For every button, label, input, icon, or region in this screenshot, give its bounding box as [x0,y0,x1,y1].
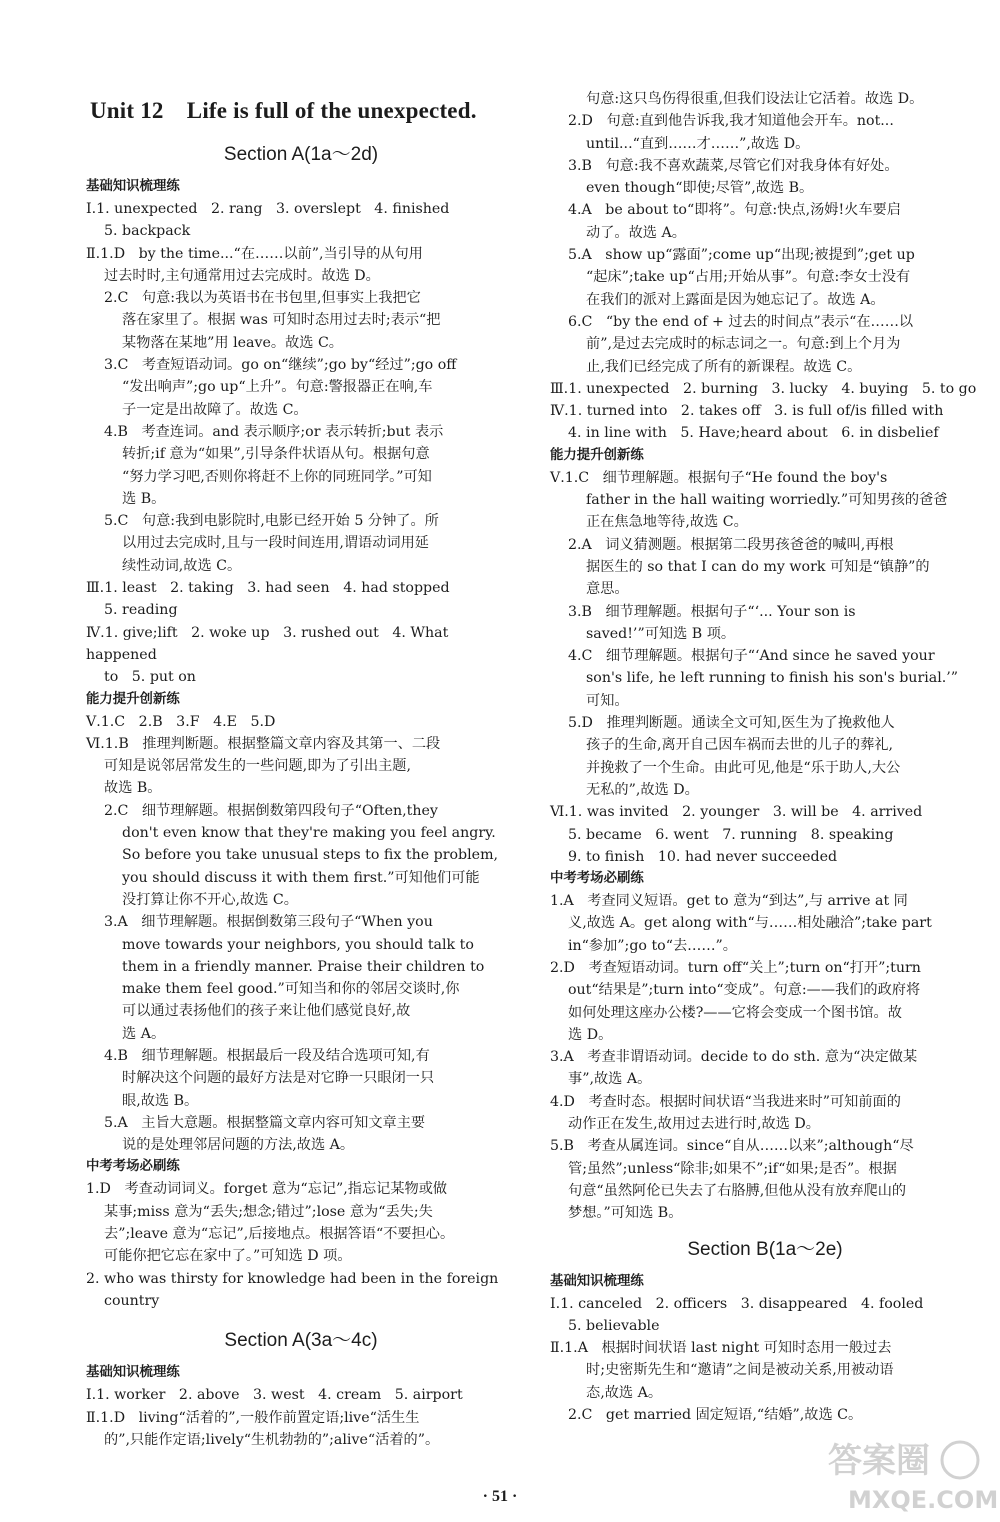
answer-line: Ⅲ.1. unexpected 2. burning 3. lucky 4. buying 5. to go [550,380,977,397]
answer-line: 某事;miss 意为“丢失;想念;错过”;lose 意为“丢失;失 [104,1203,433,1220]
answer-line: you should discuss it with them first.”可知他们可能 [122,869,480,886]
answer-line: 4. in line with 5. Have;heard about 6. in disbelief [568,425,939,442]
answer-line: 1.A 考查同义短语。get to 意为“到达”,与 arrive at 同 [550,893,908,910]
answer-line: 4.B 细节理解题。根据最后一段及结合选项可知,有 [104,1047,430,1064]
answer-line: 态,故选 A。 [586,1384,663,1401]
answer-line: 3.A 考查非谓语动词。decide to do sth. 意为“决定做某 [550,1049,918,1066]
answer-line: 义,故选 A。get along with“与……相处融洽”;take part [568,915,932,932]
right-lines-b [550,467,980,868]
watermark-logo [820,1430,999,1516]
unit-title: Unit 12 Life is full of the unexpected. [90,98,477,123]
right-column [550,88,980,1426]
answer-line: 过去时时,主句通常用过去完成时。故选 D。 [104,267,380,284]
answer-line: out“结果是”;turn into“变成”。句意:——我们的政府将 [568,982,921,999]
answer-line: 选 B。 [122,490,166,507]
answer-line: 孩子的生命,离开自己因车祸而去世的儿子的葬礼, [586,737,893,754]
subhead-ability-right: 能力提升创新练 [550,447,644,463]
answer-line: Ⅴ.1.C 2.B 3.F 4.E 5.D [86,713,276,730]
answer-line: 转折;if 意为“如果”,引导条件状语从句。根据句意 [122,446,430,463]
answer-line: 管;虽然”;unless“除非;如果不”;if“如果;是否”。根据 [568,1160,897,1177]
answer-line: country [104,1292,160,1309]
answer-line: 某物落在某地”用 leave。故选 C。 [122,334,343,351]
answer-line: 止,我们已经完成了所有的新课程。故选 C。 [586,358,862,375]
answer-line: 5.C 句意:我到电影院时,电影已经开始 5 分钟了。所 [104,513,439,530]
answer-line: 4.C 细节理解题。根据句子“‘And since he saved your [568,648,935,665]
answer-line: 可知是说邻居常发生的一些问题,即为了引出主题, [104,758,411,775]
answer-line: 9. to finish 10. had never succeeded [568,848,838,865]
subhead-basic-knowledge: 基础知识梳理练 [86,179,180,194]
answer-line: Ⅲ.1. least 2. taking 3. had seen 4. had stopped [86,580,450,597]
answer-line: to 5. put on [104,669,196,686]
answer-line: 5.D 推理判断题。通读全文可知,医生为了挽救他人 [568,715,895,732]
answer-line: 以用过去完成时,且与一段时间连用,谓语动词用延 [122,535,429,552]
answer-line: 选 A。 [122,1025,166,1042]
section-b-heading: Section B(1a～2e) [687,1238,843,1260]
answer-line: 2.A 词义猜测题。根据第二段男孩爸爸的喊叫,再根 [568,536,894,553]
answer-line: 去”;leave 意为“忘记”,后接地点。根据答语“不要担心。 [104,1226,455,1243]
answer-line: 5. believable [568,1317,660,1334]
answer-line: Ⅰ.1. unexpected 2. rang 3. overslept 4. finished [86,201,450,217]
answer-line: 眼,故选 B。 [122,1092,199,1109]
answer-line: 3.A 细节理解题。根据倒数第三段句子“When you [104,914,433,931]
answer-line: Ⅳ.1. turned into 2. takes off 3. is full of/is filled with [550,403,944,420]
answer-line: 5.A 主旨大意题。根据整篇文章内容可知文章主要 [104,1114,426,1131]
answer-line: “发出响声”;go up“上升”。句意:警报器正在响,车 [122,379,433,396]
section-a-part1-lines [86,198,516,689]
answer-line: 子一定是出故障了。故选 C。 [122,401,308,418]
section-a2-lines [86,1384,516,1451]
answer-line: 选 D。 [568,1026,613,1043]
answer-line: Ⅴ.1.C 细节理解题。根据句子“He found the boy's [550,469,888,486]
answer-line: Ⅰ.1. canceled 2. officers 3. disappeared 4. fooled [550,1295,924,1312]
subhead-basic-knowledge-3: 基础知识梳理练 [550,1273,644,1289]
left-column [86,88,516,1451]
answer-line: 前”,是过去完成时的标志词之一。句意:到上个月为 [586,336,901,353]
answer-line: 故选 B。 [104,780,162,797]
answer-line: 4.B 考查连词。and 表示顺序;or 表示转折;but 表示 [104,423,444,440]
answer-line: 3.C 考查短语动词。go on“继续”;go by“经过”;go off [104,357,457,374]
answer-line: “努力学习吧,否则你将赶不上你的同班同学。”可知 [122,468,432,485]
answer-line: 2.C 句意:我以为英语书在书包里,但事实上我把它 [104,290,421,307]
answer-line: 正在焦急地等待,故选 C。 [586,514,748,531]
subhead-basic-knowledge-2: 基础知识梳理练 [86,1365,180,1381]
subhead-exam: 中考考场必刷练 [86,1159,180,1175]
answer-line: Ⅱ.1.D living“活着的”,一般作前置定语;live“活生生 [86,1409,420,1426]
answer-line: 说的是处理邻居问题的方法,故选 A。 [122,1137,355,1154]
answer-line: move towards your neighbors, you should talk to [122,936,474,953]
section-a-part2-lines [86,711,516,1157]
answer-line: 2.D 考查短语动词。turn off“关上”;turn on“打开”;turn [550,959,921,976]
answer-line: 续性动词,故选 C。 [122,557,242,574]
answer-line: 5. reading [104,602,178,619]
answer-line: 5. became 6. went 7. running 8. speaking [568,826,894,843]
answer-line: 意思。 [586,581,629,598]
answer-line: 2.C 细节理解题。根据倒数第四段句子“Often,they [104,802,438,819]
subhead-ability: 能力提升创新练 [86,691,180,707]
answer-line: 如何处理这座办公楼?——它将会变成一个图书馆。故 [568,1004,902,1021]
answer-line: in“参加”;go to“去……”。 [568,937,737,954]
answer-line: 可以通过表扬他们的孩子来让他们感觉良好,故 [122,1003,411,1020]
answer-line: them in a friendly manner. Praise their children to [122,958,485,975]
answer-line: 3.B 句意:我不喜欢蔬菜,尽管它们对我身体有好处。 [568,157,899,174]
answer-line: 1.D 考查动词词义。forget 意为“忘记”,指忘记某物或做 [86,1181,448,1198]
answer-line: 并挽救了一个生命。由此可见,他是“乐于助人,大公 [586,759,901,776]
answer-line: 没打算让你不开心,故选 C。 [122,891,298,908]
answer-line: Ⅳ.1. give;lift 2. woke up 3. rushed out 4. What happened [86,624,453,663]
answer-line: 动了。故选 A。 [586,224,686,241]
answer-line: 2.D 句意:直到他告诉我,我才知道他会开车。not... [568,113,894,130]
answer-line: 句意“虽然阿伦已失去了右胳膊,但他从没有放弃爬山的 [568,1182,907,1199]
answer-line: Ⅵ.1. was invited 2. younger 3. will be 4. arrived [550,804,923,821]
answer-line: 2.C get married 固定短语,“结婚”,故选 C。 [568,1407,863,1424]
answer-line: 动作正在发生,故用过去进行时,故选 D。 [568,1116,820,1133]
answer-line: 落在家里了。根据 was 可知时态用过去时;表示“把 [122,312,441,329]
right-lines-a [550,88,980,445]
right-lines-c [550,890,980,1224]
answer-line: Ⅰ.1. worker 2. above 3. west 4. cream 5. airport [86,1387,463,1404]
answer-line: don't even know that they're making you feel angry. [122,825,496,842]
page-number: · 51 · [482,1488,518,1505]
answer-line: 5. backpack [104,223,191,240]
answer-line: Ⅵ.1.B 推理判断题。根据整篇文章内容及其第一、二段 [86,735,441,752]
answer-line: 句意:这只鸟伤得很重,但我们设法让它活着。故选 D。 [586,91,924,107]
answer-line: 无私的”,故选 D。 [586,781,699,798]
answer-line: 可知。 [586,692,629,709]
answer-line: “起床”;take up“占用;开始从事”。句意:李女士没有 [586,269,911,286]
answer-line: 5.B 考查从属连词。since“自从……以来”;although“尽 [550,1138,914,1155]
answer-line: Ⅱ.1.D by the time...“在……以前”,当引导的从句用 [86,245,423,262]
right-lines-d [550,1293,980,1427]
answer-line: 的”,只能作定语;lively“生机勃勃的”;alive“活着的”。 [104,1431,440,1448]
answer-line: 可能你把它忘在家中了。”可知选 D 项。 [104,1248,352,1265]
answer-line: 2. who was thirsty for knowledge had been in the foreign [86,1270,499,1287]
answer-line: Ⅱ.1.A 根据时间状语 last night 可知时态用一般过去 [550,1340,892,1357]
answer-line: 时;史密斯先生和“邀请”之间是被动关系,用被动语 [586,1362,894,1379]
answer-line: 6.C “by the end of + 过去的时间点”表示“在……以 [568,313,914,330]
answer-line: even though“即使;尽管”,故选 B。 [586,180,814,197]
answer-line: father in the hall waiting worriedly.”可知男孩的爸爸 [586,492,948,509]
answer-line: 3.B 细节理解题。根据句子“‘... Your son is [568,603,856,620]
answer-line: So before you take unusual steps to fix the problem, [122,847,499,864]
section-a-part3-lines [86,1178,516,1312]
answer-line: son's life, he left running to finish his son's burial.’” [586,670,959,687]
answer-line: 4.A be about to“即将”。句意:快点,汤姆!火车要启 [568,202,901,219]
answer-line: 在我们的派对上露面是因为她忘记了。故选 A。 [586,291,885,308]
answer-line: 5.A show up“露面”;come up“出现;被提到”;get up [568,247,915,264]
answer-line: 据医生的 so that I can do my work 可知是“镇静”的 [586,558,930,575]
subhead-exam-right: 中考考场必刷练 [550,871,644,887]
answer-line: 4.D 考查时态。根据时间状语“当我进来时”可知前面的 [550,1093,901,1110]
answer-line: 梦想。”可知选 B。 [568,1205,683,1222]
answer-line: 时解决这个问题的最好方法是对它睁一只眼闭一只 [122,1070,435,1087]
section-a-3a-4c-heading: Section A(3a～4c) [224,1330,378,1352]
answer-line: 事”,故选 A。 [568,1071,652,1088]
answer-line: saved!’”可知选 B 项。 [586,625,736,642]
answer-line: make them feel good.”可知当和你的邻居交谈时,你 [122,981,460,998]
watermark-chars: 答案圈 [828,1441,930,1481]
answer-line: until...“直到……才……”,故选 D。 [586,135,810,152]
section-a-1a-2d-heading: Section A(1a～2d) [223,144,379,165]
watermark-url: MXQE.COM [848,1486,999,1514]
